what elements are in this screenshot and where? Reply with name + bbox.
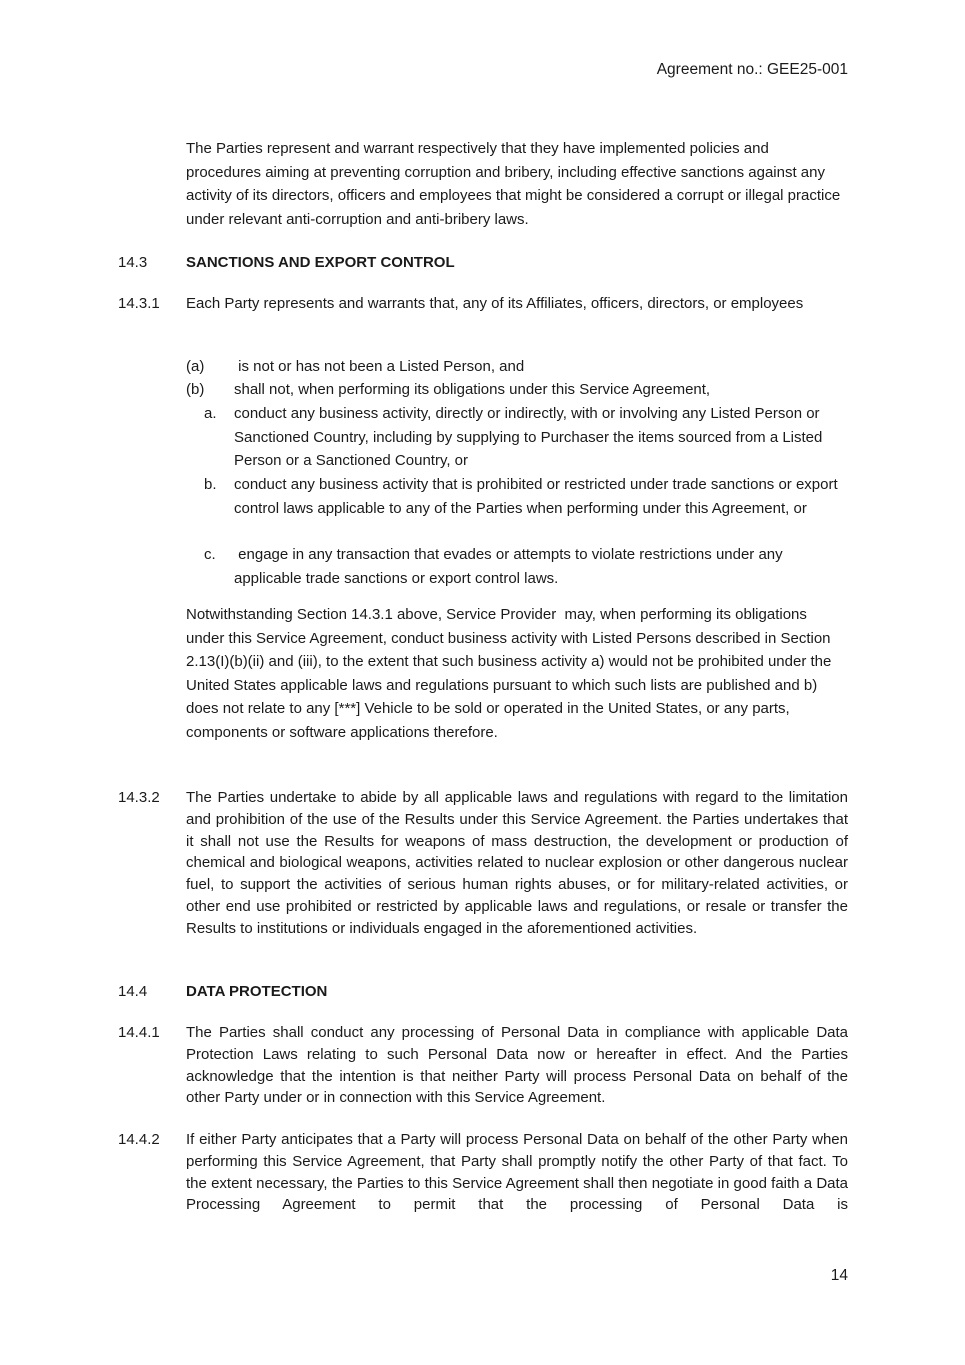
sub-marker: c. — [204, 546, 216, 563]
clause-text: If either Party anticipates that a Party will process Personal Data on behalf of the other Party when performing this Service Agreement, that Party shall promptly notify the other Party of that fact. To the extent necessary, the Parties to this Service Agreement shall then negotiate in good faith a Data Processing Agreement to permit that the processing of Personal Data is — [186, 1131, 848, 1214]
sub-text: engage in any transaction that evades or attempts to violate restrictions under any applicable trade sanctions or export control laws. — [234, 546, 787, 587]
clause-number: 14.3.2 — [118, 789, 160, 806]
list-marker: (b) — [186, 381, 205, 398]
section-title: SANCTIONS AND EXPORT CONTROL — [186, 254, 455, 271]
agreement-number: Agreement no.: GEE25-001 — [656, 61, 848, 78]
sub-marker: a. — [204, 405, 217, 422]
clause-text: The Parties undertake to abide by all applicable laws and regulations with regard to the limitation and prohibition of the use of the Results under this Service Agreement. the Parties undertakes that it shall not use the Results for weapons of mass destruction, the development or production of chemical and biological weapons, activities related to nuclear explosion or other dangerous nuclear fuel, to support the activities of serious human rights abuses, or for military-related activities, or other end use prohibited or restricted by applicable laws and regulations, or resale or transfer the Results to institutions or individuals engaged in the aforementioned activities. — [186, 789, 848, 937]
notwithstanding-paragraph: Notwithstanding Section 14.3.1 above, Service Provider may, when performing its obligations under this Service Agreement, conduct business activity with Listed Persons described in Section 2.13(I)(b)(ii) and (iii), to the extent that such business activity a) would not be prohibited under the United States applicable laws and regulations pursuant to which such lists are published and b) does not relate to any [***] Vehicle to be sold or operated in the United States, or any parts, components or software applications therefore. — [186, 606, 836, 741]
section-number: 14.4 — [118, 983, 148, 1000]
page-number: 14 — [830, 1267, 848, 1284]
section-number: 14.3 — [118, 254, 148, 271]
section-title: DATA PROTECTION — [186, 983, 328, 1000]
clause-text: Each Party represents and warrants that, any of its Affiliates, officers, directors, or employees — [186, 295, 804, 312]
sub-text: conduct any business activity, directly or indirectly, with or involving any Listed Person or Sanctioned Country, including by supplying to Purchaser the items sourced from a Listed Person or a Sanctioned Country, or — [234, 405, 823, 469]
list-text: shall not, when performing its obligations under this Service Agreement, — [234, 381, 711, 398]
sub-text: conduct any business activity that is prohibited or restricted under trade sanctions or export control laws applicable to any of the Parties when performing under this Agreement, or — [234, 476, 838, 517]
intro-paragraph: The Parties represent and warrant respectively that they have implemented policies and procedures aiming at preventing corruption and bribery, including effective sanctions against any activity of its directors, officers and employees that might be considered a corrupt or illegal practice under relevant anti-corruption and anti-bribery laws. — [186, 140, 841, 228]
clause-number: 14.4.1 — [118, 1024, 160, 1041]
clause-text: The Parties shall conduct any processing of Personal Data in compliance with applicable Data Protection Laws relating to such Personal Data now or hereafter in effect. And the Parties acknowledge that the intention is that neither Party will process Personal Data on behalf of the other Party under or in connection with this Service Agreement. — [186, 1024, 848, 1107]
clause-number: 14.3.1 — [118, 295, 160, 312]
list-text: is not or has not been a Listed Person, and — [234, 358, 525, 375]
list-marker: (a) — [186, 358, 205, 375]
sub-marker: b. — [204, 476, 217, 493]
clause-number: 14.4.2 — [118, 1131, 160, 1148]
